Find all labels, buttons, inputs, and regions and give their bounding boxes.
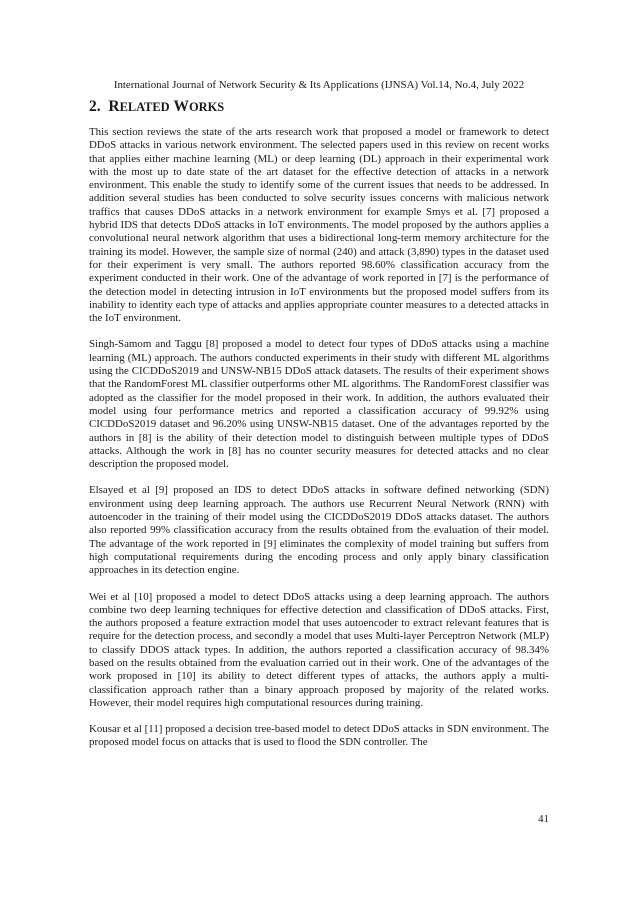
running-header: International Journal of Network Security & Its Applications (IJNSA) Vol.14, No.4, July 2022 bbox=[113, 79, 525, 91]
section-body bbox=[89, 126, 549, 763]
section-title-smallcaps-2: ORKS bbox=[189, 100, 225, 114]
section-title-initial-r: R bbox=[108, 98, 120, 115]
section-number: 2. bbox=[89, 98, 101, 115]
section-title-initial-w: W bbox=[173, 98, 189, 115]
section-title-smallcaps-1: ELATED bbox=[119, 100, 170, 114]
paragraph-2: Singh-Samom and Taggu [8] proposed a model to detect four types of DDoS attacks using a machine learning (ML) approach. The authors conducted experiments in their study with different ML algorithms using the CICDDoS2019 and UNSW-NB15 DDoS attack datasets. The results of their experiment shows that the RandomForest ML classifier outperforms other ML algorithms. The RandomForest classifier was adopted as the classifier for the model proposed in their work. In addition, the authors evaluated their model using four performance metrics and reported a classification accuracy of 99.92% using CICDDoS2019 dataset and 96.20% using UNSW-NB15 dataset. One of the advantages reported by the authors in [8] is the ability of their detection model to distinguish between multiple types of DDoS attacks. Although the work in [8] has no counter security measures for detected attacks and no clear description the proposed model. bbox=[89, 338, 549, 471]
page-number: 41 bbox=[538, 813, 549, 825]
paragraph-4: Wei et al [10] proposed a model to detect DDoS attacks using a deep learning approach. The authors combine two deep learning techniques for effective detection and classification of DDoS attacks. First, the authors proposed a feature extraction model that uses autoencoder to extract relevant features that is require for the detection process, and secondly a model that uses Multi-layer Perceptron Network (MLP) to classify DDOS attack types. In addition, the authors reported a classification accuracy of 98.34% based on the results obtained from the evaluation carried out in their work. One of the advantages of the work proposed in [10] its ability to detect different types of attacks, the authors apply a multi-classification approach rather than a binary approach proposed by majority of the related works. However, their model requires high computational resources during training. bbox=[89, 590, 549, 709]
paragraph-5: Kousar et al [11] proposed a decision tree-based model to detect DDoS attacks in SDN environment. The proposed model focus on attacks that is used to flood the SDN controller. The bbox=[89, 723, 549, 749]
paragraph-3: Elsayed et al [9] proposed an IDS to detect DDoS attacks in software defined networking (SDN) environment using deep learning approach. The authors use Recurrent Neural Network (RNN) with autoencoder in the training of their model using the CICDDoS2019 DDoS attacks dataset. The authors also reported 99% classification accuracy from the results obtained from the evaluation of their model. The advantage of the work reported in [9] eliminates the complexity of model training but suffers from high computational requirements during the encoding process and only apply binary classification approaches in its detection engine. bbox=[89, 484, 549, 577]
paragraph-1: This section reviews the state of the arts research work that proposed a model or framework to detect DDoS attacks in various network environment. The selected papers used in this review on recent works that applies either machine learning (ML) or deep learning (DL) approach in their experimental work with the most up to date state of the art dataset for the effective detection of attacks in a network environment. This enable the study to identify some of the current issues that needs to be addressed. In addition several studies has been conducted to solve security issues concerns with malicious network traffics that causes DDoS attacks in a network environment for example Smys et al. [7] proposed a hybrid IDS that detects DDoS attacks in IoT environments. The model proposed by the authors applies a convolutional neural network algorithm that uses a bidirectional long-term memory architecture for the training its model. However, the sample size of normal (240) and attack (3,890) types in the dataset used for their experiment is very small. The authors reported 98.60% classification accuracy from the experiment conducted in their work. One of the advantage of work reported in [7] is the performance of the detection model in detecting intrusion in IoT environments but the proposed model suffers from its inability to identity each type of attacks and applies appropriate counter measures to a detected attacks in the IoT environment. bbox=[89, 126, 549, 325]
section-heading bbox=[89, 98, 224, 116]
